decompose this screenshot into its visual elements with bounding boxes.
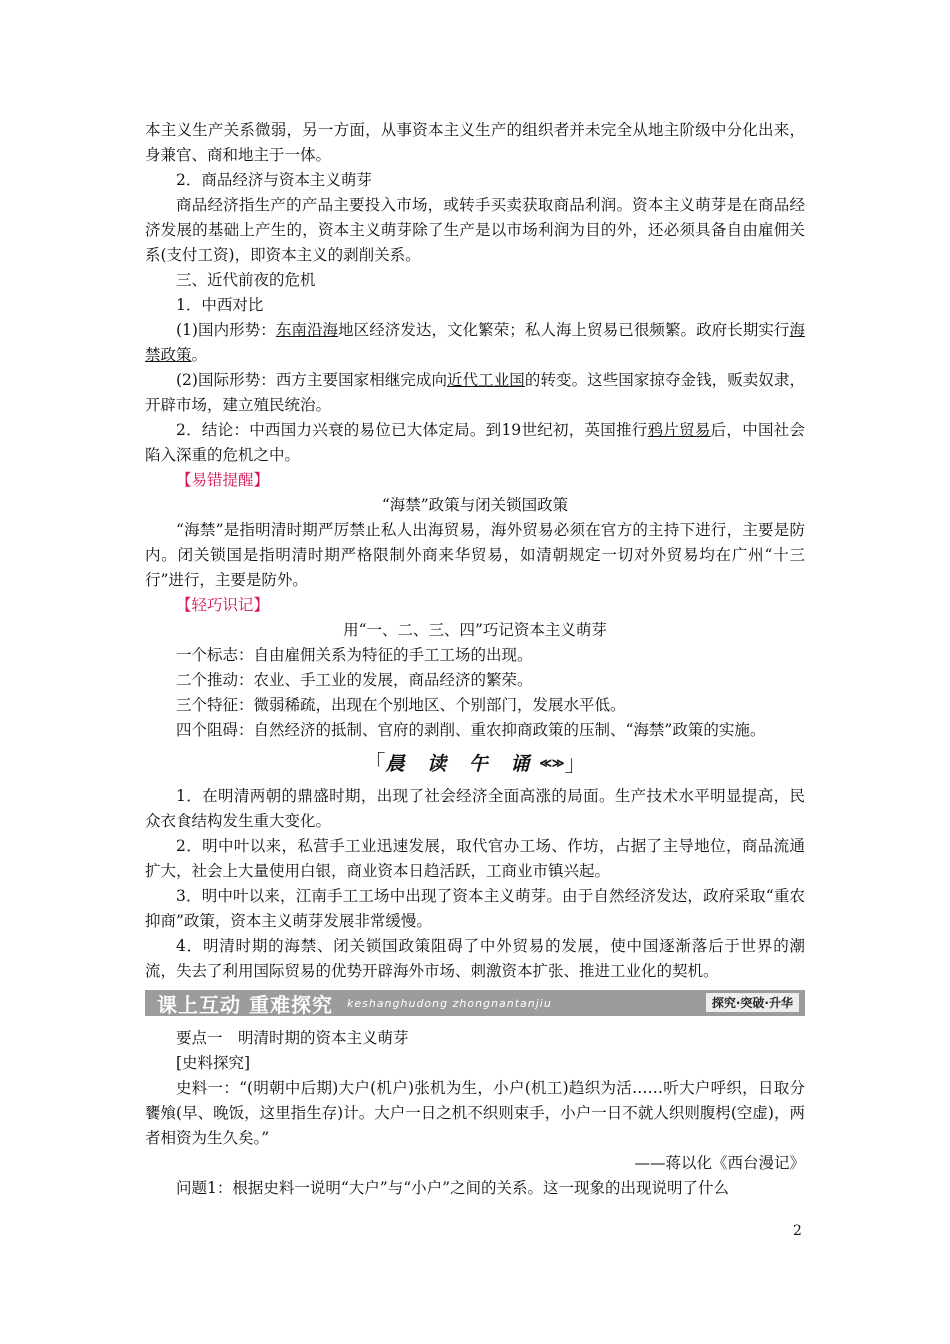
source-quote: 史料一：“(明朝中后期)大户(机户)张机为生，小户(机工)趋织为活……听大户呼织，日取分饔飧(早、晚饭，这里指生存)计。大户一日之机不织则束手，小户一日不就人织则腹枵(空虚)，两者相资为生久矣。” bbox=[145, 1079, 805, 1147]
tip-label: 【轻巧识记】 bbox=[176, 596, 270, 614]
paragraph: 本主义生产关系微弱，另一方面，从事资本主义生产的组织者并未完全从地主阶级中分化出来，身兼官、商和地主于一体。 bbox=[145, 121, 805, 164]
subheading: [史料探究] bbox=[176, 1054, 251, 1072]
paragraph: 2．明中叶以来，私营手工业迅速发展，取代官办工场、作坊，占据了主导地位，商品流通扩大，社会上大量使用白银，商业资本日趋活跃，工商业市镇兴起。 bbox=[145, 837, 805, 880]
section-heading: 三、近代前夜的危机 bbox=[176, 271, 316, 289]
subheading: 2．商品经济与资本主义萌芽 bbox=[176, 171, 372, 189]
wave-icon: ≪≫ bbox=[539, 755, 565, 770]
bracket-right: 」 bbox=[564, 752, 587, 777]
paragraph bbox=[145, 318, 805, 368]
paragraph: 商品经济指生产的产品主要投入市场，或转手买卖获取商品利润。资本主义萌芽是在商品经济发展的基础上产生的，资本主义萌芽除了生产是以市场利润为目的外，还必须具备自由雇佣关系(支付工资)，即资本主义的剥削关系。 bbox=[145, 196, 805, 264]
text: 的转变。这些国家掠夺金钱，贩卖奴隶，开辟市场，建立殖民统治。 bbox=[145, 371, 805, 414]
question: 问题1：根据史料一说明“大户”与“小户”之间的关系。这一现象的出现说明了什么 bbox=[176, 1179, 730, 1197]
bracket-left: 「 bbox=[363, 752, 386, 777]
paragraph bbox=[145, 418, 805, 468]
list-item: 二个推动：农业、手工业的发展，商品经济的繁荣。 bbox=[176, 671, 533, 689]
underlined-term: 近代工业国 bbox=[447, 371, 525, 389]
paragraph: 1．在明清两朝的鼎盛时期，出现了社会经济全面高涨的局面。生产技术水平明显提高，民众衣食结构发生重大变化。 bbox=[145, 787, 805, 830]
underlined-term: 海禁政策 bbox=[145, 321, 805, 364]
banner-title: 课上互动 重难探究 bbox=[157, 992, 333, 1017]
subheading: 1．中西对比 bbox=[176, 296, 264, 314]
tip-title: “海禁”政策与闭关锁国政策 bbox=[381, 496, 569, 514]
document-body bbox=[145, 118, 805, 1201]
source-attribution: ——蒋以化《西台漫记》 bbox=[634, 1154, 805, 1172]
key-point-heading: 要点一 明清时期的资本主义萌芽 bbox=[176, 1029, 409, 1047]
banner-tag: 探究·突破·升华 bbox=[706, 993, 799, 1012]
paragraph bbox=[145, 368, 805, 418]
paragraph: 4．明清时期的海禁、闭关锁国政策阻碍了中外贸易的发展，使中国逐渐落后于世界的潮流，失去了利用国际贸易的优势开辟海外市场、刺激资本扩张、推进工业化的契机。 bbox=[145, 937, 805, 980]
tip-label: 【易错提醒】 bbox=[176, 471, 270, 489]
underlined-term: 鸦片贸易 bbox=[647, 421, 711, 439]
section-banner-class-interaction bbox=[145, 990, 805, 1016]
banner-box bbox=[363, 747, 586, 778]
text: (2)国际形势：西方主要国家相继完成向 bbox=[176, 371, 448, 389]
text: 。 bbox=[191, 346, 208, 364]
list-item: 一个标志：自由雇佣关系为特征的手工工场的出现。 bbox=[176, 646, 533, 664]
text: 后，中国社会陷入深重的危机之中。 bbox=[145, 421, 805, 464]
text: (1)国内形势： bbox=[176, 321, 276, 339]
banner-title: 晨 读 午 诵 bbox=[385, 753, 538, 775]
text: 地区经济发达，文化繁荣；私人海上贸易已很频繁。政府长期实行 bbox=[338, 321, 790, 339]
text: 2．结论：中西国力兴衰的易位已大体定局。到19世纪初，英国推行 bbox=[176, 421, 648, 439]
list-item: 四个阻碍：自然经济的抵制、官府的剥削、重农抑商政策的压制、“海禁”政策的实施。 bbox=[176, 721, 766, 739]
tip-title: 用“一、二、三、四”巧记资本主义萌芽 bbox=[343, 621, 607, 639]
section-banner-morning-reading bbox=[145, 747, 805, 778]
list-item: 三个特征：微弱稀疏，出现在个别地区、个别部门，发展水平低。 bbox=[176, 696, 626, 714]
underlined-term: 东南沿海 bbox=[275, 321, 339, 339]
paragraph: 3．明中叶以来，江南手工工场中出现了资本主义萌芽。由于自然经济发达，政府采取“重农抑商”政策，资本主义萌芽发展非常缓慢。 bbox=[145, 887, 805, 930]
paragraph: “海禁”是指明清时期严厉禁止私人出海贸易，海外贸易必须在官方的主持下进行，主要是防内。闭关锁国是指明清时期严格限制外商来华贸易，如清朝规定一切对外贸易均在广州“十三行”进行，主要是防外。 bbox=[145, 521, 805, 589]
page-number: 2 bbox=[793, 1223, 802, 1239]
banner-pinyin: keshanghudong zhongnantanjiu bbox=[346, 996, 552, 1010]
